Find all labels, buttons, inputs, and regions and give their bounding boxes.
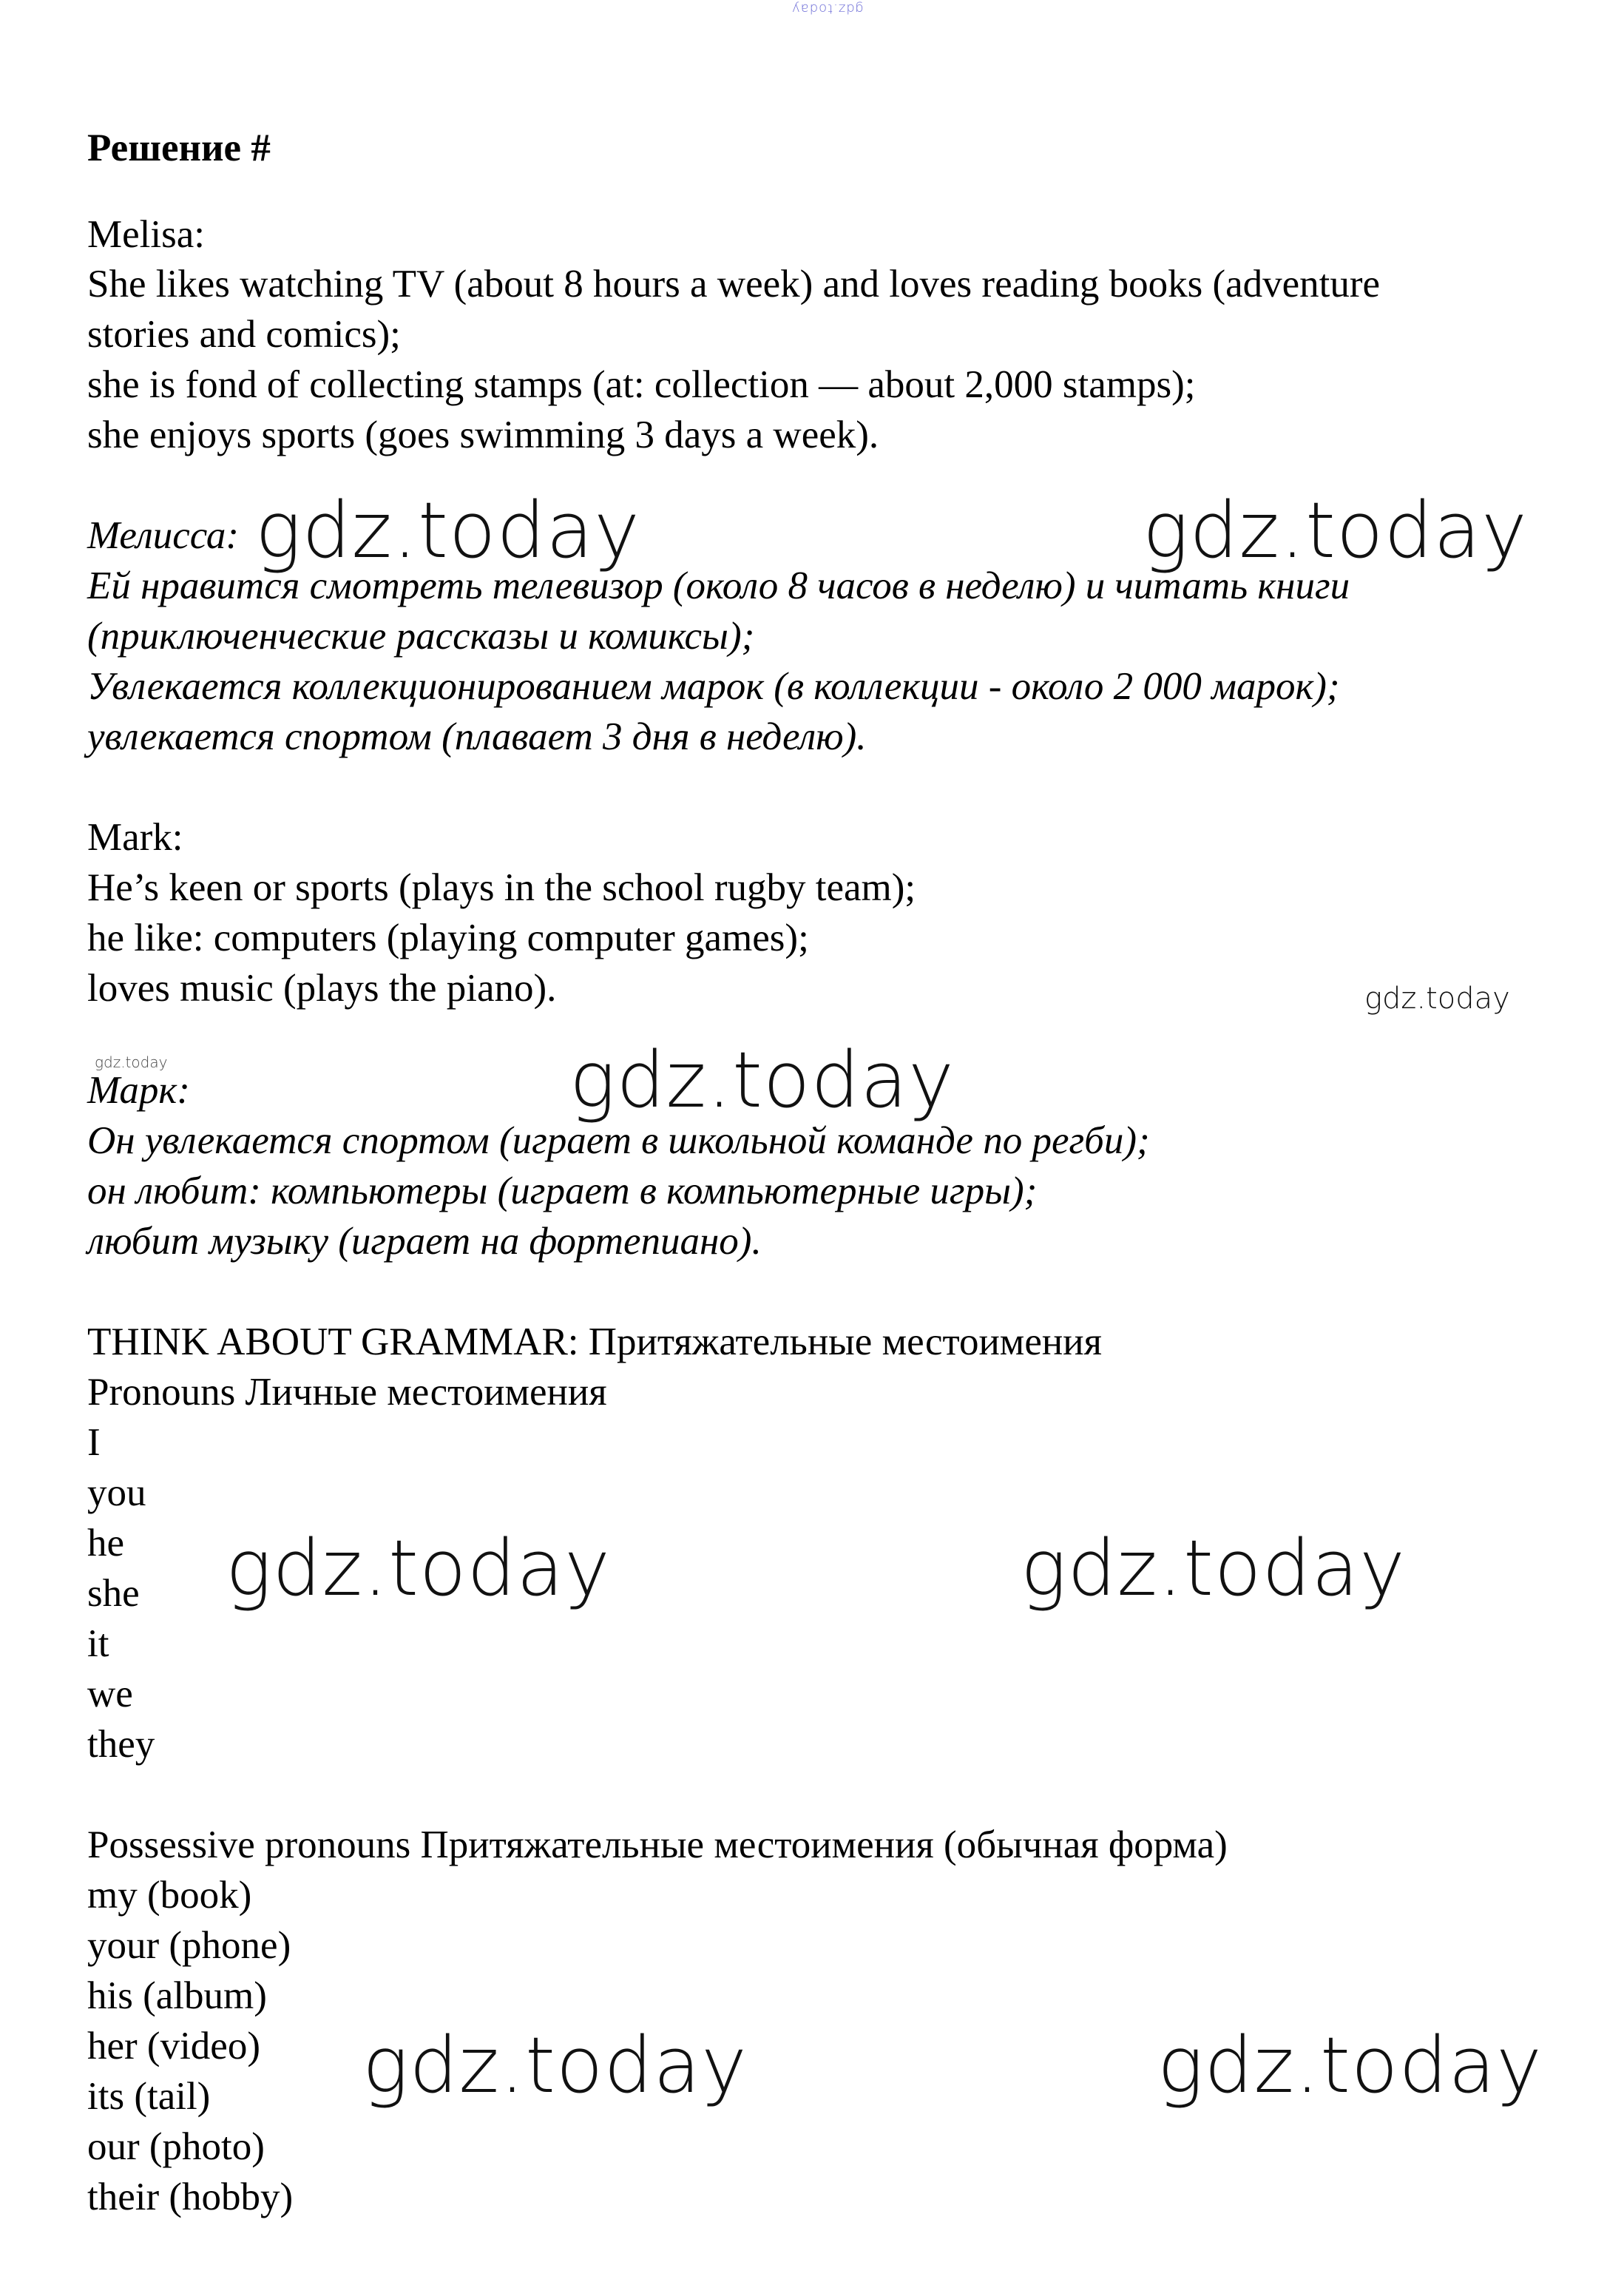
possessive-pronoun: our (photo)	[87, 2125, 265, 2168]
possessive-pronoun: your (phone)	[87, 1924, 291, 1967]
watermark: gdz.today	[1157, 2020, 1543, 2110]
watermark-tiny: gdz.today	[95, 1053, 168, 1071]
possessive-pronoun: her (video)	[87, 2025, 260, 2068]
melisa-heading: Melisa:	[87, 213, 205, 256]
personal-pronoun: I	[87, 1421, 101, 1464]
mark-line: he like: computers (playing computer games);	[87, 917, 809, 959]
mark-heading: Mark:	[87, 816, 183, 859]
watermark-small: gdz.today	[1364, 982, 1510, 1016]
possessive-pronoun: its (tail)	[87, 2075, 211, 2118]
mark-line: loves music (plays the piano).	[87, 967, 557, 1010]
melisa-line: stories and comics);	[87, 313, 401, 356]
personal-pronoun: we	[87, 1673, 133, 1715]
watermark: gdz.today	[569, 1035, 955, 1125]
watermark: gdz.today	[1021, 1523, 1406, 1613]
melisa-ru-line: Увлекается коллекционированием марок (в коллекции - около 2 000 марок);	[87, 665, 1340, 708]
mark-ru-line: Он увлекается спортом (играет в школьной команде по регби);	[87, 1119, 1150, 1162]
top-watermark: gdz.today	[791, 1, 864, 16]
melisa-line: She likes watching TV (about 8 hours a week) and loves reading books (adventure	[87, 263, 1381, 306]
watermark: gdz.today	[362, 2020, 748, 2110]
personal-pronoun: he	[87, 1522, 125, 1565]
watermark: gdz.today	[1143, 485, 1528, 576]
mark-ru-line: он любит: компьютеры (играет в компьютерные игры);	[87, 1169, 1038, 1212]
melisa-ru-line: Ей нравится смотреть телевизор (около 8 часов в неделю) и читать книги	[87, 564, 1350, 607]
solution-title: Решение #	[87, 126, 271, 169]
personal-pronoun: they	[87, 1723, 155, 1766]
personal-pronoun: you	[87, 1471, 146, 1514]
grammar-title: THINK ABOUT GRAMMAR: Притяжательные местоимения	[87, 1320, 1102, 1363]
watermark: gdz.today	[255, 485, 640, 576]
melisa-ru-line: (приключенческие рассказы и комиксы);	[87, 615, 755, 658]
melisa-ru-line: увлекается спортом (плавает 3 дня в неделю).	[87, 715, 867, 758]
watermark: gdz.today	[226, 1523, 611, 1613]
melisa-ru-heading: Мелисса:	[87, 514, 240, 557]
melisa-line: she enjoys sports (goes swimming 3 days a week).	[87, 414, 879, 456]
possessive-pronoun: my (book)	[87, 1874, 252, 1917]
mark-ru-heading: Марк:	[87, 1069, 190, 1112]
personal-pronoun: it	[87, 1622, 109, 1665]
possessive-pronoun: their (hobby)	[87, 2176, 294, 2218]
melisa-line: she is fond of collecting stamps (at: collection — about 2,000 stamps);	[87, 363, 1196, 406]
possessive-pronouns-heading: Possessive pronouns Притяжательные местоимения (обычная форма)	[87, 1823, 1228, 1866]
mark-ru-line: любит музыку (играет на фортепиано).	[87, 1220, 762, 1263]
possessive-pronoun: his (album)	[87, 1974, 267, 2017]
personal-pronouns-heading: Pronouns Личные местоимения	[87, 1371, 607, 1414]
personal-pronoun: she	[87, 1572, 140, 1615]
mark-line: He’s keen or sports (plays in the school rugby team);	[87, 866, 916, 909]
